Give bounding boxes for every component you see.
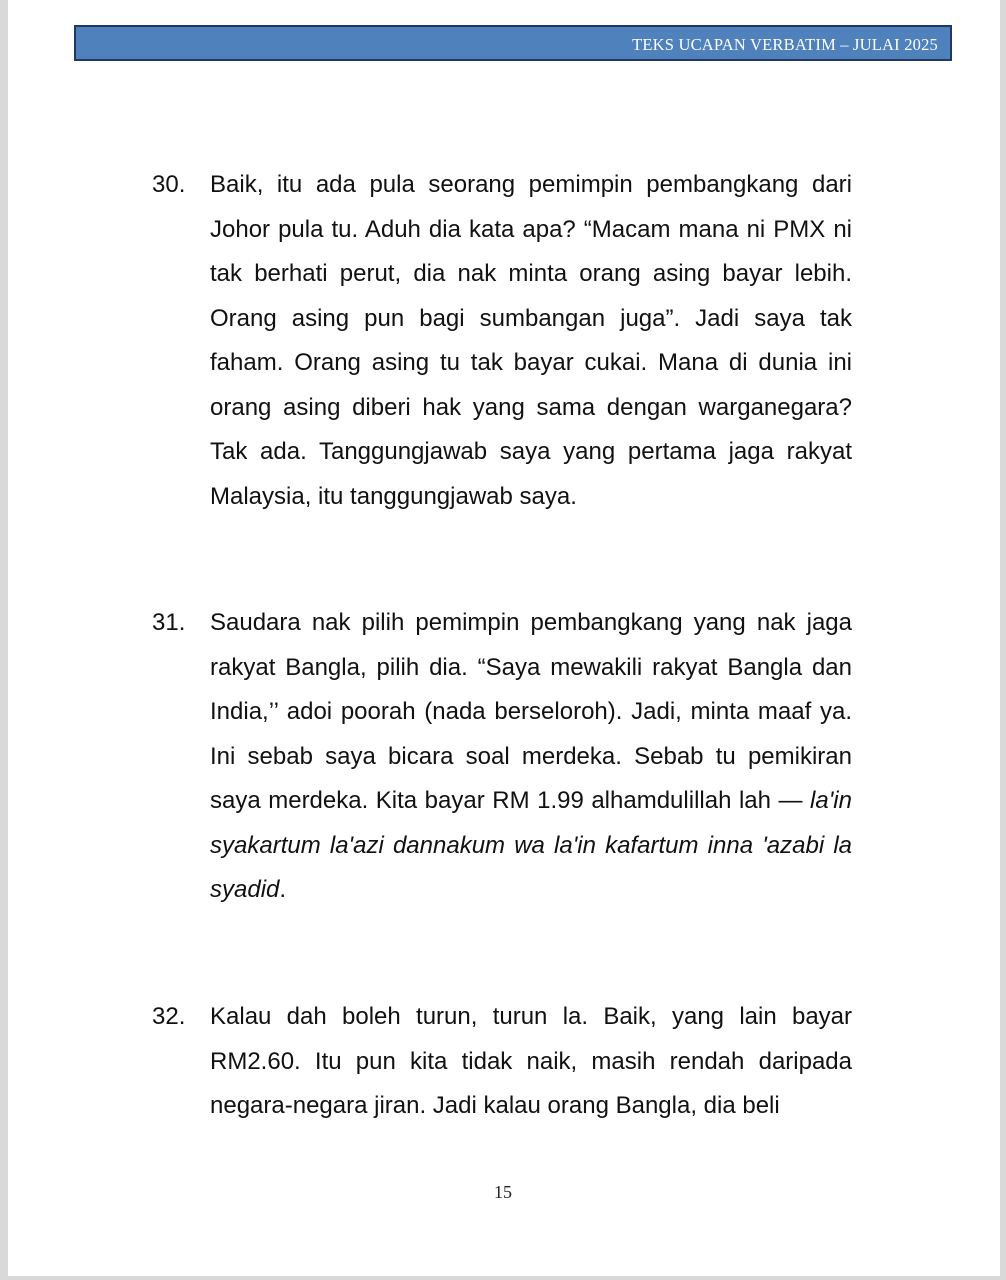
page-edge-bottom	[0, 1276, 1006, 1280]
paragraph-text: Baik, itu ada pula seorang pemimpin pembangkang dari Johor pula tu. Aduh dia kata apa? “Macam mana ni PMX ni tak berhati perut, dia nak minta orang asing bayar lebih. Orang asing pun bagi sumbangan juga”. Jadi saya tak faham. Orang asing tu tak bayar cukai. Mana di dunia ini orang asing diberi hak yang sama dengan warganegara? Tak ada. Tanggungjawab saya yang pertama jaga rakyat Malaysia, itu tanggungjawab saya.	[210, 171, 852, 510]
paragraph-number: 31.	[152, 609, 186, 636]
page-edge-right	[1000, 0, 1006, 1280]
paragraph-text-italic: la'in syakartum la'azi dannakum wa la'in kafartum inna 'azabi la syadid	[210, 787, 852, 903]
paragraph-number: 30.	[152, 171, 186, 198]
paragraph-text-regular: Saudara nak pilih pemimpin pembangkang yang nak jaga rakyat Bangla, pilih dia. “Saya mewakili rakyat Bangla dan India,’’ adoi poorah (nada berseloroh). Jadi, minta maaf ya. Ini sebab saya bicara soal merdeka. Sebab tu pemikiran saya merdeka. Kita bayar RM 1.99 alhamdulillah lah —	[210, 609, 852, 814]
paragraph-text: Kalau dah boleh turun, turun la. Baik, yang lain bayar RM2.60. Itu pun kita tidak naik, masih rendah daripada negara-negara jiran. Jadi kalau orang Bangla, dia beli	[210, 1003, 852, 1119]
paragraph-text-end: .	[279, 876, 287, 903]
page-number: 15	[494, 1182, 512, 1202]
paragraph-text	[210, 601, 852, 913]
page-edge-left	[0, 0, 8, 1280]
header-title: TEKS UCAPAN VERBATIM – JULAI 2025	[632, 35, 938, 54]
paragraph-number: 32.	[152, 1003, 186, 1030]
header-bar	[74, 25, 952, 61]
